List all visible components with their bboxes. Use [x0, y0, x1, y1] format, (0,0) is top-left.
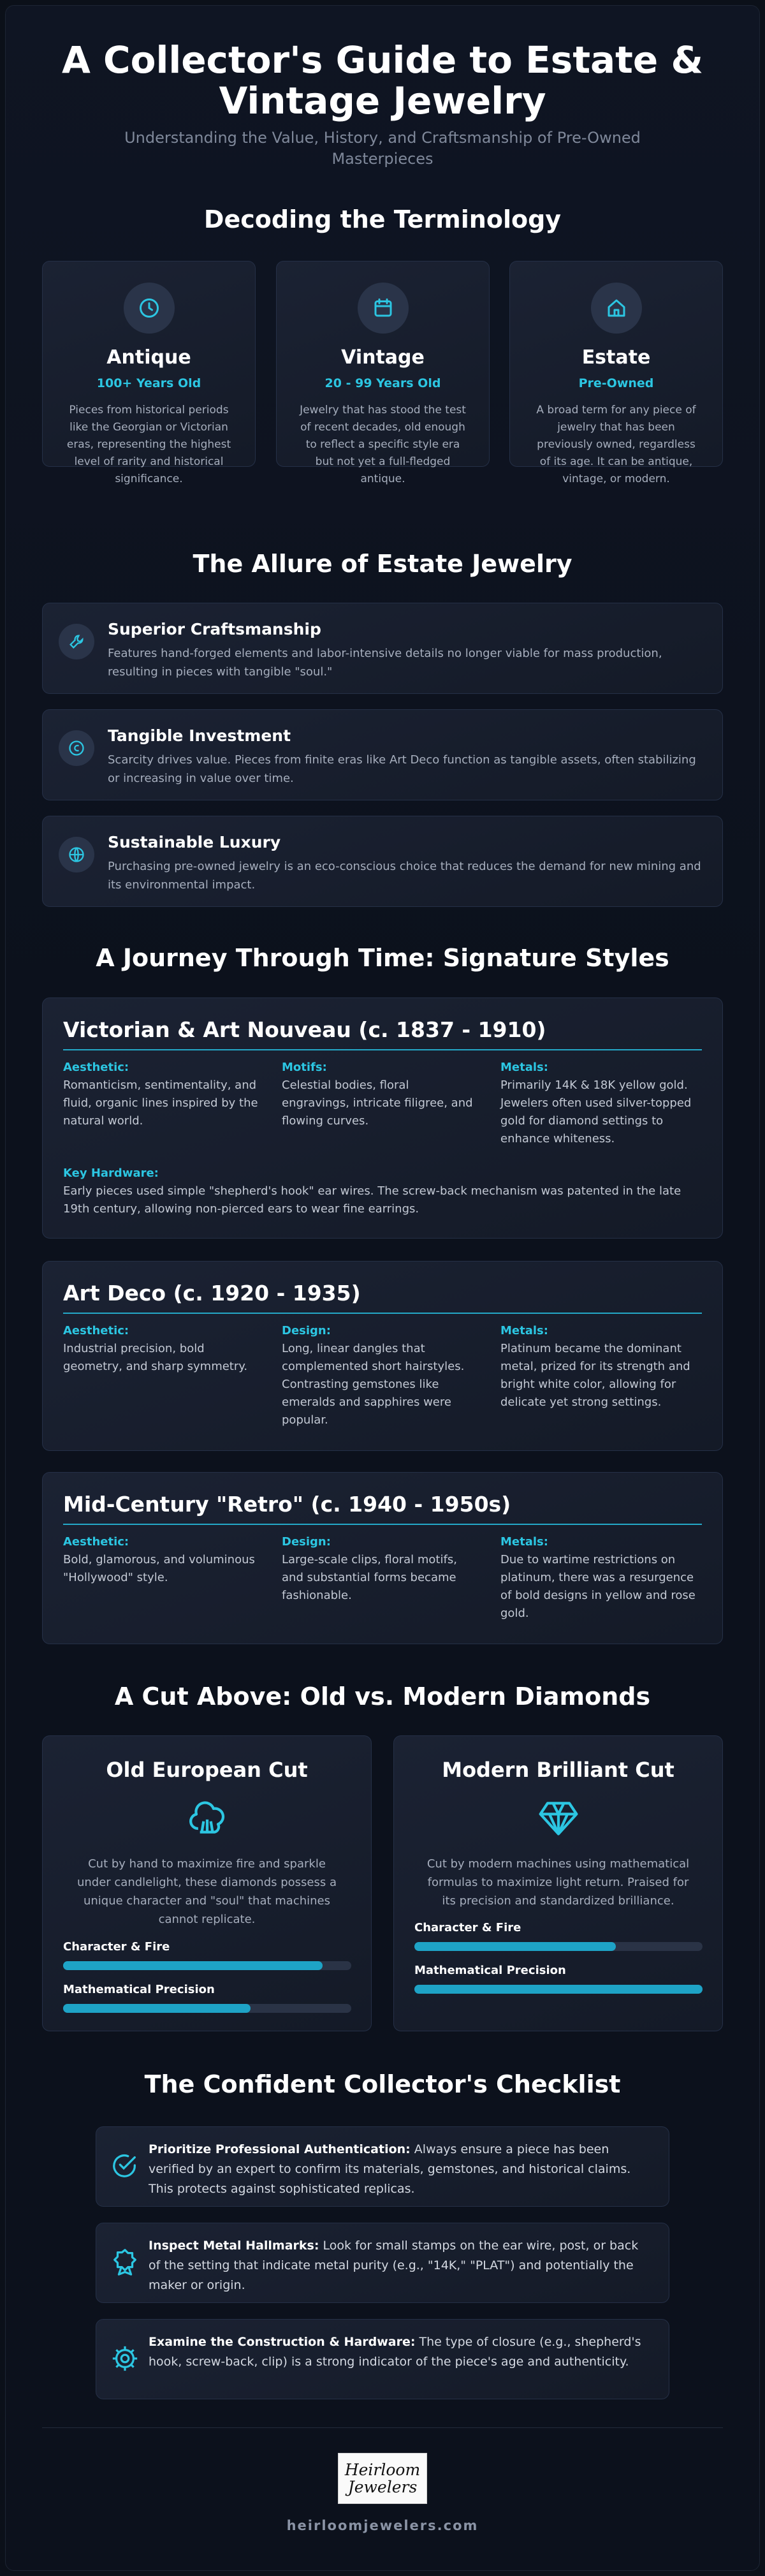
era-label: Design:	[282, 1324, 331, 1337]
meter-mathematical-precision	[414, 1964, 703, 1994]
era-divider	[63, 1524, 702, 1525]
checklist-body: Always ensure a piece has been verified by an expert to confirm its materials, gemstones, and historical claims. This protects against sophisticated replicas.	[149, 2142, 631, 2196]
term-card-vintage	[276, 261, 490, 485]
checklist-item-construction	[96, 2319, 669, 2399]
era-column	[282, 1324, 479, 1429]
meter-label: Character & Fire	[63, 1940, 170, 1954]
cloud-gem-icon	[186, 1796, 229, 1839]
meter-track	[63, 1961, 351, 1970]
term-description: Pieces from historical periods like the Georgian or Victorian eras, representing the highest level of rarity and historical significance.	[66, 404, 231, 485]
term-age: 100+ Years Old	[96, 376, 201, 390]
allure-item-sustainable	[42, 816, 723, 907]
term-description: A broad term for any piece of jewelry that has been previously owned, regardless of its age. It can be antique, vintage, or modern.	[536, 404, 696, 485]
page-title: A Collector's Guide to Estate & Vintage Jewelry	[61, 38, 704, 122]
diamond-title: Modern Brilliant Cut	[442, 1758, 674, 1782]
allure-title: Tangible Investment	[108, 726, 291, 745]
diamond-title: Old European Cut	[106, 1758, 308, 1782]
era-text: Romanticism, sentimentality, and fluid, organic lines inspired by the natural world.	[63, 1078, 258, 1128]
diamond-card-modern-brilliant	[393, 1735, 723, 2031]
page-subtitle: Understanding the Value, History, and Craftsmanship of Pre-Owned Masterpieces	[124, 129, 641, 168]
meter-fill	[414, 1942, 616, 1951]
term-title: Estate	[581, 346, 651, 369]
meter-track	[414, 1985, 703, 1994]
diamonds-heading: A Cut Above: Old vs. Modern Diamonds	[114, 1682, 651, 1711]
era-label: Aesthetic:	[63, 1061, 129, 1074]
meter-character-fire	[414, 1921, 703, 1951]
diamond-icon	[537, 1796, 580, 1839]
terminology-heading: Decoding the Terminology	[203, 205, 562, 233]
house-icon	[591, 283, 642, 334]
calendar-icon	[358, 283, 409, 334]
era-text: Large-scale clips, floral motifs, and substantial forms became fashionable.	[282, 1553, 457, 1602]
allure-description: Scarcity drives value. Pieces from finite eras like Art Deco function as tangible assets, often stabilizing or increasing in value over time.	[108, 753, 696, 785]
era-card-victorian	[42, 997, 723, 1239]
era-column	[282, 1535, 479, 1605]
term-title: Vintage	[341, 346, 425, 369]
era-label: Key Hardware:	[63, 1167, 159, 1180]
era-title: Art Deco (c. 1920 - 1935)	[63, 1281, 361, 1306]
wrench-icon	[59, 624, 94, 659]
footer-website-link[interactable]: heirloomjewelers.com	[286, 2518, 479, 2533]
term-card-antique	[42, 261, 256, 485]
checklist-heading: The Confident Collector's Checklist	[144, 2070, 621, 2098]
checklist-text	[149, 2140, 652, 2199]
term-age: Pre-Owned	[578, 376, 654, 390]
era-label: Metals:	[500, 1324, 548, 1337]
term-card-estate	[509, 261, 723, 485]
era-card-art-deco	[42, 1261, 723, 1451]
era-column	[63, 1324, 261, 1376]
meter-label: Mathematical Precision	[414, 1964, 566, 1977]
badge-icon	[110, 2248, 140, 2277]
checklist-item-hallmarks	[96, 2223, 669, 2303]
diamond-card-old-european	[42, 1735, 372, 2031]
gear-icon	[110, 2344, 140, 2373]
checklist-text	[149, 2332, 652, 2372]
styles-heading: A Journey Through Time: Signature Styles	[96, 944, 669, 972]
era-card-retro	[42, 1472, 723, 1644]
era-column	[500, 1324, 698, 1411]
allure-description: Features hand-forged elements and labor-intensive details no longer viable for mass production, resulting in pieces with tangible "soul."	[108, 647, 662, 679]
era-title: Victorian & Art Nouveau (c. 1837 - 1910)	[63, 1017, 546, 1042]
allure-item-investment	[42, 709, 723, 800]
meter-fill	[63, 1961, 323, 1970]
meter-track	[63, 2004, 351, 2013]
era-column	[63, 1535, 261, 1587]
allure-title: Superior Craftsmanship	[108, 620, 321, 638]
checklist-body: Look for small stamps on the ear wire, post, or back of the setting that indicate metal purity (e.g., "14K," "PLAT") and potentially the maker or origin.	[149, 2239, 639, 2292]
checklist-bold: Examine the Construction & Hardware:	[149, 2335, 416, 2349]
era-column	[282, 1061, 479, 1130]
meter-mathematical-precision	[63, 1983, 351, 2013]
era-label: Metals:	[500, 1061, 548, 1074]
era-label: Design:	[282, 1535, 331, 1549]
era-column	[500, 1061, 698, 1148]
logo-line: Heirloom	[344, 2461, 421, 2479]
logo-line: Jewelers	[347, 2478, 418, 2496]
checklist-item-authentication	[96, 2126, 669, 2207]
era-label: Motifs:	[282, 1061, 327, 1074]
allure-item-craftsmanship	[42, 603, 723, 694]
era-divider	[63, 1049, 702, 1050]
meter-fill	[63, 2004, 251, 2013]
era-text: Bold, glamorous, and voluminous "Hollywood" style.	[63, 1553, 255, 1584]
coin-icon	[59, 730, 94, 766]
globe-icon	[59, 837, 94, 872]
term-title: Antique	[106, 346, 191, 369]
meter-label: Character & Fire	[414, 1921, 521, 1934]
footer-divider	[42, 2427, 723, 2428]
brand-logo[interactable]	[338, 2453, 427, 2504]
meter-label: Mathematical Precision	[63, 1983, 215, 1996]
meter-character-fire	[63, 1940, 351, 1970]
era-text: Long, linear dangles that complemented short hairstyles. Contrasting gemstones like emeralds and sapphires were popular.	[282, 1342, 465, 1427]
allure-title: Sustainable Luxury	[108, 833, 281, 851]
era-label: Aesthetic:	[63, 1535, 129, 1549]
era-key-hardware	[63, 1167, 701, 1218]
era-text: Celestial bodies, floral engravings, intricate filigree, and flowing curves.	[282, 1078, 473, 1128]
checklist-bold: Prioritize Professional Authentication:	[149, 2142, 411, 2156]
checklist-text	[149, 2236, 652, 2295]
checklist-body: The type of closure (e.g., shepherd's hook, screw-back, clip) is a strong indicator of the piece's age and authenticity.	[149, 2335, 641, 2369]
era-text: Due to wartime restrictions on platinum, there was a resurgence of bold designs in yellow and rose gold.	[500, 1553, 696, 1620]
era-label: Aesthetic:	[63, 1324, 129, 1337]
diamond-description: Cut by hand to maximize fire and sparkle under candlelight, these diamonds possess a unique character and "soul" that machines cannot replicate.	[76, 1857, 337, 1926]
era-text: Primarily 14K & 18K yellow gold. Jewelers often used silver-topped gold for diamond settings to enhance whiteness.	[500, 1078, 692, 1145]
diamond-description: Cut by modern machines using mathematical formulas to maximize light return. Praised for its precision and standardized brilliance.	[426, 1857, 690, 1908]
meter-track	[414, 1942, 703, 1951]
clock-icon	[124, 283, 175, 334]
allure-description: Purchasing pre-owned jewelry is an eco-conscious choice that reduces the demand for new mining and its environmental impact.	[108, 860, 701, 892]
checklist-bold: Inspect Metal Hallmarks:	[149, 2239, 319, 2253]
check-circle-icon	[110, 2151, 140, 2181]
allure-heading: The Allure of Estate Jewelry	[193, 550, 572, 578]
term-age: 20 - 99 Years Old	[324, 376, 441, 390]
era-text: Platinum became the dominant metal, prized for its strength and bright white color, allowing for delicate yet strong settings.	[500, 1342, 690, 1409]
term-description: Jewelry that has stood the test of recent decades, old enough to reflect a specific style era but not yet a full-fledged antique.	[300, 404, 466, 485]
era-column	[500, 1535, 698, 1623]
meter-fill	[414, 1985, 703, 1994]
era-divider	[63, 1313, 702, 1314]
era-column	[63, 1061, 261, 1130]
era-text: Early pieces used simple "shepherd's hook" ear wires. The screw-back mechanism was patented in the late 19th century, allowing non-pierced ears to wear fine earrings.	[63, 1184, 681, 1216]
era-text: Industrial precision, bold geometry, and sharp symmetry.	[63, 1342, 248, 1373]
era-label: Metals:	[500, 1535, 548, 1549]
era-title: Mid-Century "Retro" (c. 1940 - 1950s)	[63, 1492, 511, 1517]
